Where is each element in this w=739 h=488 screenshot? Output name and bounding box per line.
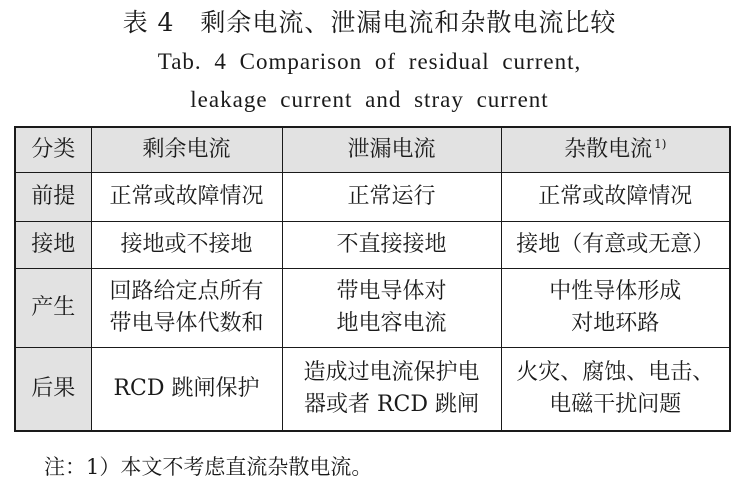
table-title: 剩余电流、泄漏电流和杂散电流比较 [200,8,617,37]
row-label [15,269,91,348]
row-label [15,348,91,432]
table-row [15,222,730,269]
cell-line: 正常运行 [347,184,436,209]
table-number: 表 4 [122,8,175,37]
footnote-marker: 1) [654,136,667,151]
table-header-row [15,127,730,173]
table-caption-english-line2: leakage current and stray current [190,87,549,112]
cell-line: 带电导体对 [336,279,447,304]
table-row [15,348,730,432]
cell-leakage [282,269,501,348]
header-leakage-current [282,127,501,173]
cell-line: 电磁干扰问题 [549,392,682,417]
cell-leakage [282,222,501,269]
cell-line: 正常或故障情况 [538,184,693,209]
table-row [15,269,730,348]
cell-leakage [282,348,501,432]
header-residual-current [91,127,282,173]
row-label-text: 接地 [31,232,76,257]
header-stray-current [501,127,730,173]
cell-line: 中性导体形成 [549,279,682,304]
row-label [15,222,91,269]
row-label-text: 前提 [31,184,76,209]
header-category-label: 分类 [31,137,76,162]
cell-line: 火灾、腐蚀、电击、 [516,360,715,385]
cell-line: 接地或不接地 [120,232,253,257]
row-label-text: 后果 [31,376,76,401]
cell-residual [91,348,282,432]
cell-line: 带电导体代数和 [109,311,264,336]
row-label [15,173,91,222]
cell-stray [501,173,730,222]
cell-residual [91,269,282,348]
table-caption-chinese [0,6,739,40]
cell-line: 正常或故障情况 [109,184,264,209]
cell-leakage [282,173,501,222]
cell-stray [501,222,730,269]
cell-stray [501,269,730,348]
row-label-text: 产生 [31,295,76,320]
cell-line: 回路给定点所有 [109,279,264,304]
cell-stray [501,348,730,432]
cell-line: 造成过电流保护电 [303,360,480,385]
cell-line: 器或者 RCD 跳闸 [303,392,480,417]
header-leakage-label: 泄漏电流 [347,137,436,162]
header-stray-label: 杂散电流 [564,137,653,162]
table-footnote: 注：1）本文不考虑直流杂散电流。 [44,455,373,479]
header-category [15,127,91,173]
cell-residual [91,173,282,222]
header-residual-label: 剩余电流 [142,137,231,162]
cell-residual [91,222,282,269]
cell-line: RCD 跳闸保护 [113,376,260,401]
cell-line: 地电容电流 [336,311,447,336]
comparison-table [14,126,731,432]
cell-line: 接地（有意或无意） [516,232,715,257]
table-caption-english-line1: Tab. 4 Comparison of residual current, [157,49,582,74]
cell-line: 不直接接地 [336,232,447,257]
table-row [15,173,730,222]
cell-line: 对地环路 [571,311,660,336]
